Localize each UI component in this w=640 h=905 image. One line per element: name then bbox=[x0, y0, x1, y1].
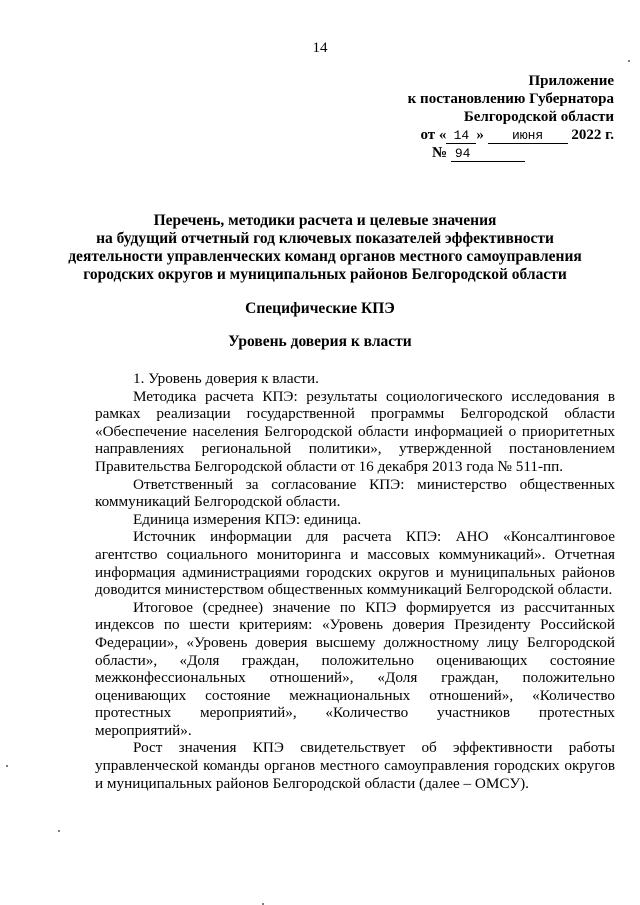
appendix-header bbox=[354, 72, 614, 162]
date-mid: » bbox=[476, 127, 484, 143]
page-number: 14 bbox=[312, 40, 328, 56]
date-month: июня bbox=[488, 129, 568, 144]
paragraph: Итоговое (среднее) значение по КПЭ формируется из рассчитанных индексов по шести критериям: «Уровень доверия Президенту Российской Федерации», «Уровень доверия высшему должностному лицу Белгородской области», «Доля граждан, положительно оценивающих состояние межконфессиональных отношений», «Доля граждан, положительно оценивающих состояние межнациональных отношений», «Количество протестных мероприятий», «Количество участников протестных мероприятий». bbox=[95, 598, 615, 739]
number-prefix: № bbox=[432, 145, 448, 161]
section-heading: Специфические КПЭ bbox=[245, 300, 395, 317]
scan-artifact bbox=[58, 830, 60, 832]
date-prefix: от « bbox=[420, 127, 447, 143]
subsection-heading: Уровень доверия к власти bbox=[228, 333, 412, 350]
title-line-4: городских округов и муниципальных районов Белгородской области bbox=[83, 266, 567, 283]
paragraph: Методика расчета КПЭ: результаты социологического исследования в рамках реализации государственной программы Белгородской области «Обеспечение населения Белгородской области информацией о приоритетных направлениях региональной политики», утвержденной постановлением Правительства Белгородской области от 16 декабря 2013 года № 511-пп. bbox=[95, 387, 615, 475]
paragraph: Единица измерения КПЭ: единица. bbox=[133, 510, 362, 528]
paragraph: Ответственный за согласование КПЭ: министерство общественных коммуникаций Белгородской области. bbox=[95, 475, 615, 511]
paragraph: Рост значения КПЭ свидетельствует об эффективности работы управленческой команды органов местного самоуправления городских округов и муниципальных районов Белгородской области (далее – ОМСУ). bbox=[95, 739, 615, 792]
appendix-date-line bbox=[354, 126, 614, 144]
title-line-2: на будущий отчетный год ключевых показателей эффективности bbox=[96, 230, 554, 247]
paragraph: Источник информации для расчета КПЭ: АНО «Консалтинговое агентство социального мониторинга и массовых коммуникаций». Отчетная информация администрациями городских округов и муниципальных районов доводится министерством общественных коммуникаций Белгородской области. bbox=[95, 528, 615, 599]
appendix-title: Приложение bbox=[528, 73, 614, 89]
paragraph: 1. Уровень доверия к власти. bbox=[133, 370, 319, 387]
date-day: 14 bbox=[446, 129, 476, 144]
appendix-region-line: Белгородской области bbox=[463, 109, 614, 125]
appendix-decree-line: к постановлению Губернатора bbox=[407, 91, 614, 107]
title-line-3: деятельности управленческих команд органов местного самоуправления bbox=[68, 248, 582, 265]
document-title bbox=[60, 212, 590, 284]
decree-number: 94 bbox=[451, 147, 525, 162]
scan-artifact bbox=[6, 765, 8, 767]
body-text bbox=[95, 370, 615, 792]
title-line-1: Перечень, методики расчета и целевые значения bbox=[153, 212, 497, 229]
scan-artifact bbox=[628, 60, 630, 62]
appendix-number-line bbox=[354, 144, 614, 162]
date-year: 2022 г. bbox=[571, 127, 614, 143]
